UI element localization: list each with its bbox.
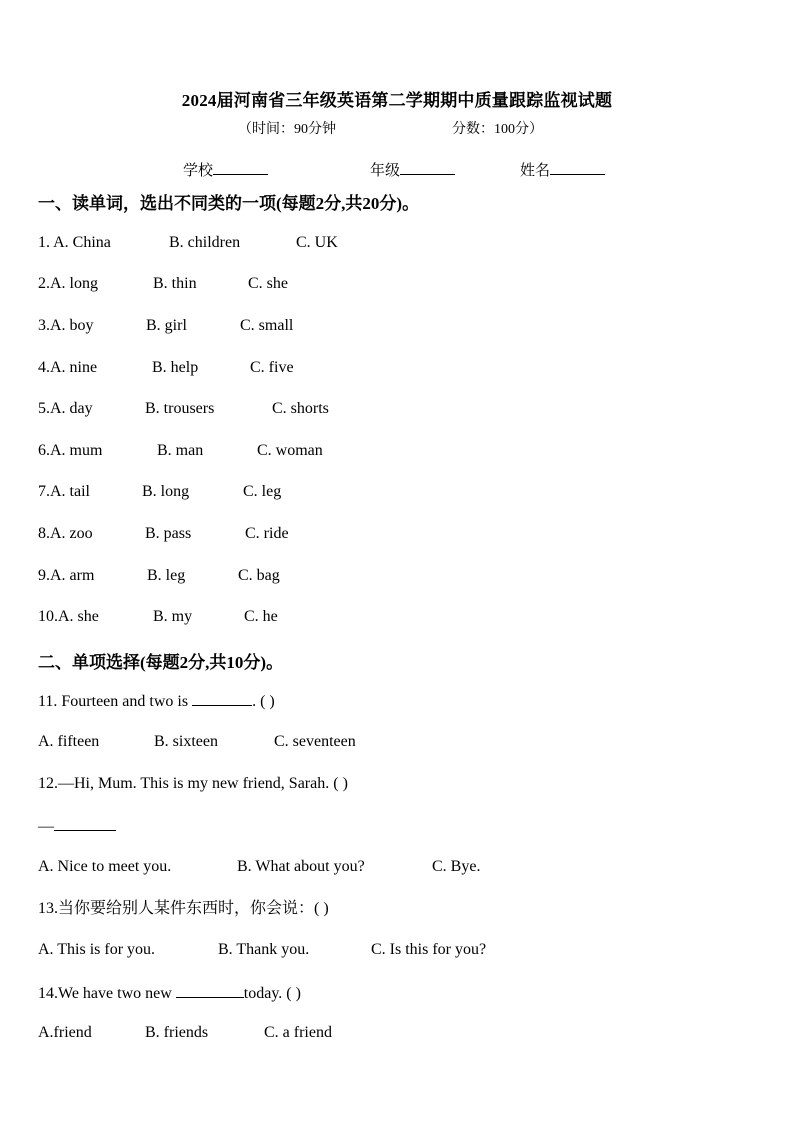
option-b: B. man xyxy=(157,442,204,459)
q11-text-after: . ( ) xyxy=(252,693,275,710)
section2-heading: 二、单项选择(每题2分,共10分)。 xyxy=(38,653,284,672)
option-c: C. a friend xyxy=(264,1024,332,1041)
option-b: B. long xyxy=(142,483,190,500)
option-c: C. leg xyxy=(243,483,282,500)
q14-text-after: today. ( ) xyxy=(243,985,301,1002)
option-c: C. ride xyxy=(245,525,289,542)
option-b: B. girl xyxy=(146,317,187,334)
option-a: 6.A. mum xyxy=(38,442,103,459)
option-c: C. bag xyxy=(238,567,280,584)
option-a: 2.A. long xyxy=(38,275,98,292)
option-a: 10.A. she xyxy=(38,608,99,625)
q12-dash: — xyxy=(38,818,54,835)
school-blank[interactable] xyxy=(213,160,268,175)
option-a: 8.A. zoo xyxy=(38,525,93,542)
option-a: A. This is for you. xyxy=(38,941,156,958)
q14-text-before: 14.We have two new xyxy=(38,985,176,1002)
option-b: B. friends xyxy=(145,1024,209,1041)
grade-blank[interactable] xyxy=(400,160,455,175)
option-a: 7.A. tail xyxy=(38,483,90,500)
school-field[interactable] xyxy=(183,159,268,180)
grade-field[interactable] xyxy=(370,159,455,180)
option-b: B. thin xyxy=(153,275,197,292)
q11-text-before: 11. Fourteen and two is xyxy=(38,693,193,710)
q11-blank[interactable] xyxy=(192,689,252,706)
option-a: A.friend xyxy=(38,1024,92,1041)
name-label: 姓名 xyxy=(520,163,551,179)
school-label: 学校 xyxy=(183,163,214,179)
grade-label: 年级 xyxy=(370,163,401,179)
option-b: B. leg xyxy=(147,567,186,584)
section1-heading: 一、读单词，选出不同类的一项(每题2分,共20分)。 xyxy=(38,194,420,213)
name-blank[interactable] xyxy=(550,160,605,175)
option-c: C. Is this for you? xyxy=(371,941,487,958)
option-a: A. fifteen xyxy=(38,733,100,750)
option-b: B. What about you? xyxy=(237,858,365,875)
option-c: C. seventeen xyxy=(274,733,356,750)
exam-score: 分数：100分） xyxy=(452,122,543,137)
question-12: 12.—Hi, Mum. This is my new friend, Sarah. ( ) xyxy=(38,775,348,792)
option-c: C. she xyxy=(248,275,288,292)
q14-blank[interactable] xyxy=(176,981,244,998)
option-b: B. pass xyxy=(145,525,192,542)
option-c: C. shorts xyxy=(272,400,329,417)
option-b: B. children xyxy=(169,234,241,251)
q12-reply xyxy=(38,814,116,838)
option-b: B. my xyxy=(153,608,193,625)
option-a: 4.A. nine xyxy=(38,359,98,376)
option-c: C. Bye. xyxy=(432,858,481,875)
question-11 xyxy=(38,689,275,713)
option-b: B. Thank you. xyxy=(218,941,310,958)
option-c: C. woman xyxy=(257,442,323,459)
option-b: B. help xyxy=(152,359,199,376)
option-c: C. five xyxy=(250,359,294,376)
question-14 xyxy=(38,981,301,1005)
option-a: 5.A. day xyxy=(38,400,93,417)
option-a: 1. A. China xyxy=(38,234,111,251)
option-b: B. trousers xyxy=(145,400,215,417)
option-c: C. he xyxy=(244,608,278,625)
name-field[interactable] xyxy=(520,159,605,180)
option-a: A. Nice to meet you. xyxy=(38,858,172,875)
option-b: B. sixteen xyxy=(154,733,218,750)
q12-blank[interactable] xyxy=(54,814,116,831)
question-13: 13.当你要给别人某件东西时，你会说：( ) xyxy=(38,900,329,917)
exam-time: （时间：90分钟 xyxy=(238,122,336,137)
option-a: 9.A. arm xyxy=(38,567,95,584)
option-a: 3.A. boy xyxy=(38,317,94,334)
exam-title: 2024届河南省三年级英语第二学期期中质量跟踪监视试题 xyxy=(181,91,613,110)
option-c: C. small xyxy=(240,317,294,334)
option-c: C. UK xyxy=(296,234,338,251)
